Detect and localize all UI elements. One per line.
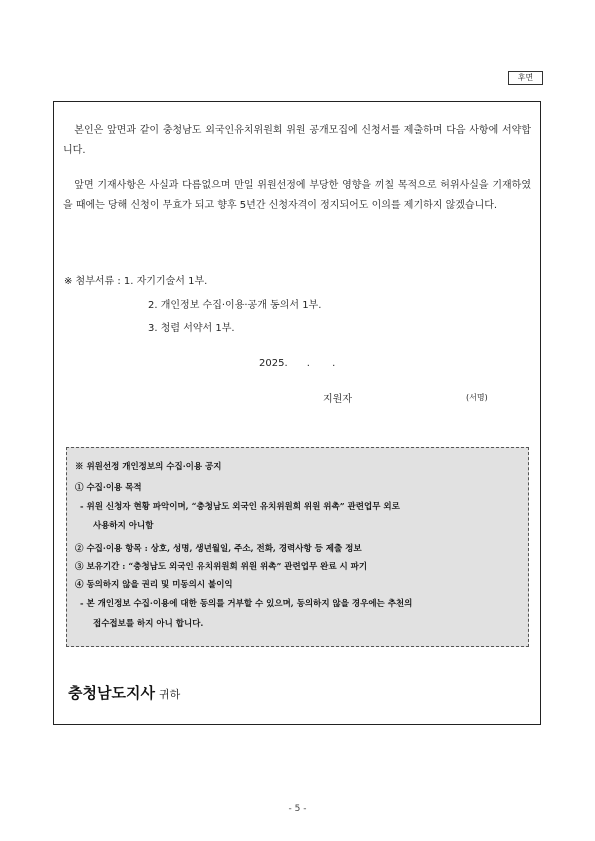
refusal-line-2: 접수접보를 하지 아니 합니다. (93, 619, 204, 629)
declaration-form (53, 101, 541, 725)
page-side-badge: 후면 (508, 71, 543, 85)
attachment-item-2: 2. 개인정보 수집·이용·공개 동의서 1부. (148, 300, 322, 311)
refusal-heading: ④ 동의하지 않을 권리 및 미동의시 불이익 (75, 580, 233, 590)
declaration-text-1: 본인은 앞면과 같이 충청남도 외국인유치위원회 위원 공개모집에 신청서를 제출하며 다음 사항에 서약합니다. (63, 125, 531, 156)
privacy-notice-box (66, 447, 529, 647)
attachment-item-3: 3. 청렴 서약서 1부. (148, 323, 235, 334)
addressee (68, 682, 180, 703)
signature-label: (서명) (466, 393, 488, 402)
declaration-paragraph-2 (63, 176, 531, 216)
privacy-notice-title: ※ 위원선정 개인정보의 수집·이용 공지 (75, 462, 222, 472)
page-number: - 5 - (288, 804, 307, 814)
applicant-label: 지원자 (323, 394, 352, 405)
declaration-text-2: 앞면 기재사항은 사실과 다름없으며 만일 위원선정에 부당한 영향을 끼칠 목적으로 허위사실을 기재하였을 때에는 당해 신청이 무효가 되고 향후 5년간 신청자격이 정지되어도 이의를 제기하지 않겠습니다. (63, 180, 531, 211)
collected-items: ② 수집·이용 항목 : 상호, 성명, 생년월일, 주소, 전화, 경력사항 등 제출 정보 (75, 544, 362, 554)
declaration-paragraph-1 (63, 121, 531, 161)
purpose-line-1: - 위원 신청자 현황 파악이며, “충청남도 외국인 유치위원회 위원 위촉” 관련업무 외로 (80, 502, 400, 512)
refusal-line-1: - 본 개인정보 수집·이용에 대한 동의를 거부할 수 있으며, 동의하지 않을 경우에는 추천의 (80, 599, 413, 609)
date-line: 2025. . . (259, 358, 336, 369)
purpose-line-2: 사용하지 아니함 (93, 521, 154, 531)
purpose-heading: ① 수집·이용 목적 (75, 483, 142, 493)
attachments-label: ※ 첨부서류 : 1. 자기기술서 1부. (64, 276, 208, 287)
addressee-suffix: 귀하 (158, 688, 181, 701)
retention-period: ③ 보유기간 : “충청남도 외국인 유치위원회 위원 위촉” 관련업무 완료 시 파기 (75, 562, 368, 572)
addressee-name: 충청남도지사 (68, 684, 155, 702)
